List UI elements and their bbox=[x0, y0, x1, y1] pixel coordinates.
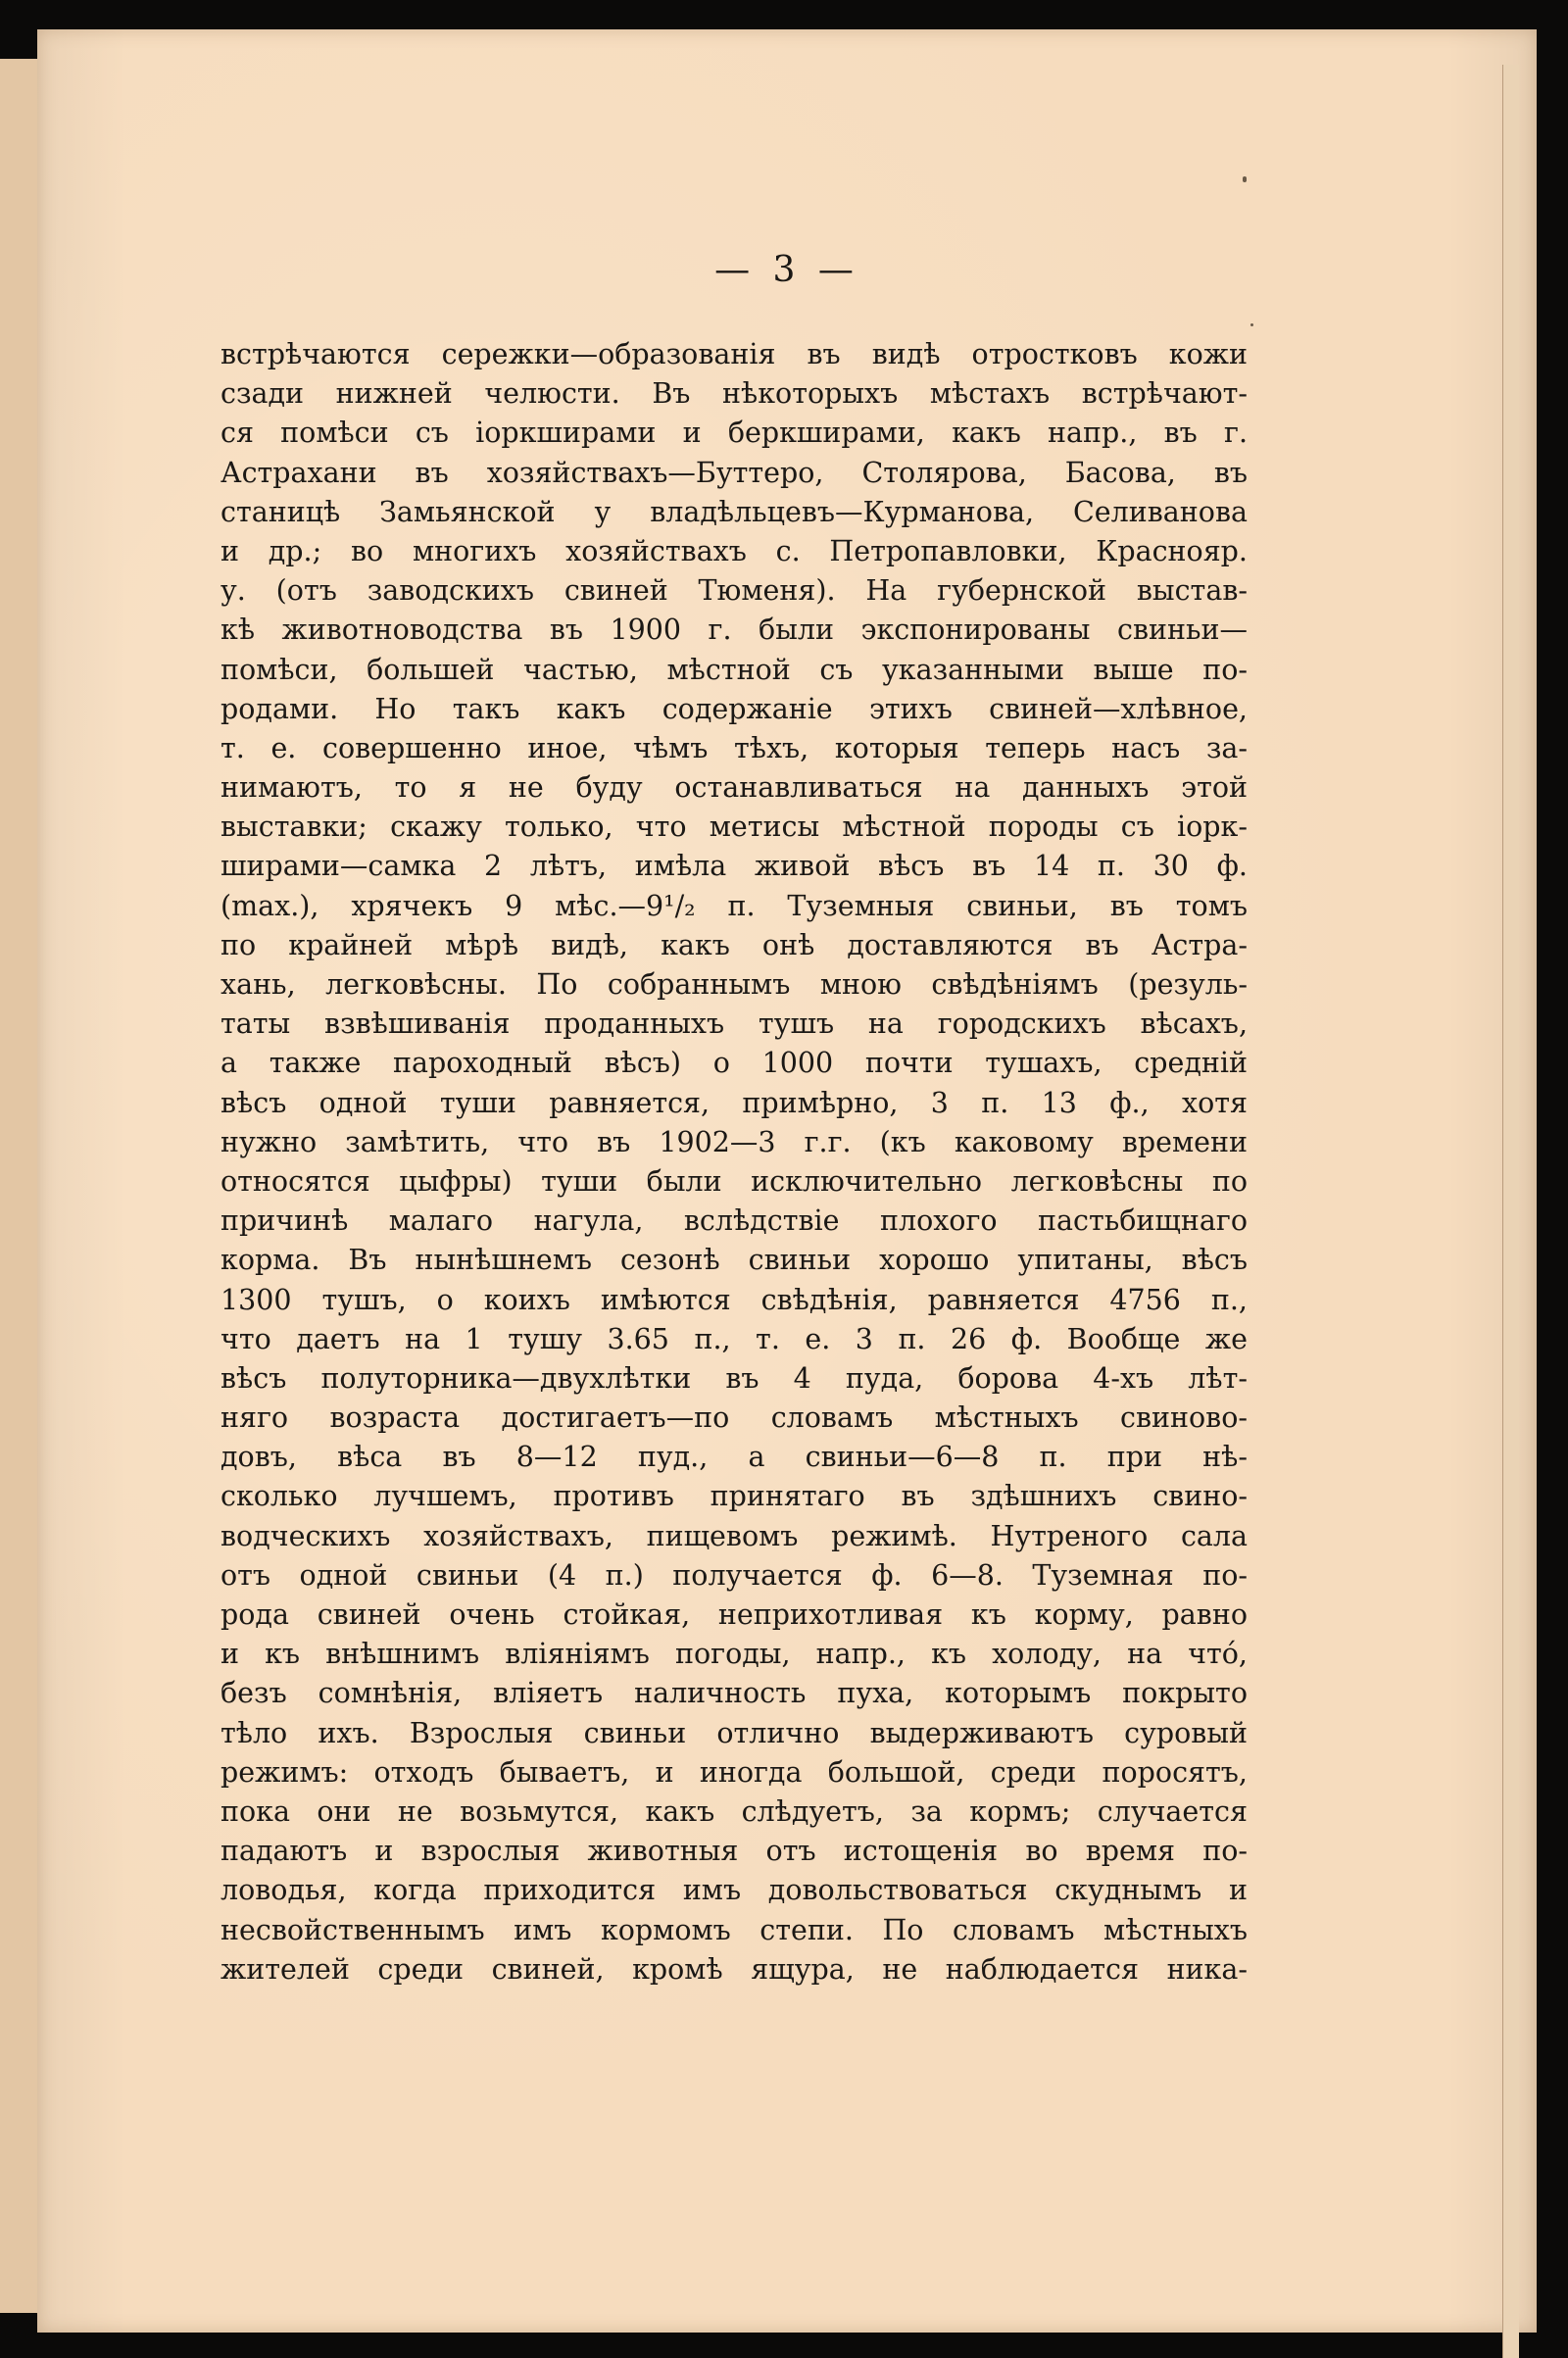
text-line: ся помѣси съ іоркширами и беркширами, какъ напр., въ г. bbox=[220, 417, 1248, 450]
text-line: т. е. совершенно иное, чѣмъ тѣхъ, которыя теперь насъ за- bbox=[220, 731, 1248, 764]
text-line: безъ сомнѣнія, вліяетъ наличность пуха, которымъ покрыто bbox=[220, 1677, 1248, 1710]
text-line: сколько лучшемъ, противъ принятаго въ здѣшнихъ свино- bbox=[220, 1480, 1248, 1513]
paper-speck bbox=[1250, 323, 1253, 326]
text-line: жителей среди свиней, кромѣ ящура, не наблюдается ника- bbox=[220, 1952, 1248, 1986]
text-line: станицѣ Замьянской у владѣльцевъ—Курманова, Селиванова bbox=[220, 495, 1248, 528]
text-line: причинѣ малаго нагула, вслѣдствіе плохого пастьбищнаго bbox=[220, 1204, 1248, 1238]
text-line: падаютъ и взрослыя животныя отъ истощенія во время по- bbox=[220, 1835, 1248, 1868]
text-line: корма. Въ нынѣшнемъ сезонѣ свиньи хорошо упитаны, вѣсъ bbox=[220, 1244, 1248, 1277]
body-text bbox=[220, 335, 1248, 1990]
text-line: у. (отъ заводскихъ свиней Тюменя). На губернской выстав- bbox=[220, 574, 1248, 608]
text-line: водческихъ хозяйствахъ, пищевомъ режимѣ. Нутреного сала bbox=[220, 1519, 1248, 1552]
text-line: таты взвѣшиванія проданныхъ тушъ на городскихъ вѣсахъ, bbox=[220, 1007, 1248, 1041]
text-line: Астрахани въ хозяйствахъ—Буттеро, Столярова, Басова, въ bbox=[220, 456, 1248, 489]
text-line: вѣсъ полуторника—двухлѣтки въ 4 пуда, борова 4-хъ лѣт- bbox=[220, 1361, 1248, 1395]
page-number: — 3 — bbox=[714, 250, 859, 290]
text-line: тѣло ихъ. Взрослыя свиньи отлично выдерживаютъ суровый bbox=[220, 1716, 1248, 1749]
text-line: относятся цыфры) туши были исключительно легковѣсны по bbox=[220, 1164, 1248, 1198]
text-line: рода свиней очень стойкая, неприхотливая къ корму, равно bbox=[220, 1598, 1248, 1631]
text-line: хань, легковѣсны. По собраннымъ мною свѣдѣніямъ (резуль- bbox=[220, 968, 1248, 1001]
text-line: сзади нижней челюсти. Въ нѣкоторыхъ мѣстахъ встрѣчают- bbox=[220, 377, 1248, 411]
text-line: 1300 тушъ, о коихъ имѣются свѣдѣнія, равняется 4756 п., bbox=[220, 1283, 1248, 1316]
text-line: ловодья, когда приходится имъ довольствоваться скуднымъ и bbox=[220, 1874, 1248, 1907]
text-line: встрѣчаются сережки—образованія въ видѣ отростковъ кожи bbox=[220, 338, 1248, 370]
text-line: несвойственнымъ имъ кормомъ степи. По словамъ мѣстныхъ bbox=[220, 1913, 1248, 1946]
text-line: режимъ: отходъ бываетъ, и иногда большой, среди поросятъ, bbox=[220, 1755, 1248, 1789]
text-line: кѣ животноводства въ 1900 г. были экспонированы свиньи— bbox=[220, 614, 1248, 647]
text-line: по крайней мѣрѣ видѣ, какъ онѣ доставляются въ Астра- bbox=[220, 928, 1248, 961]
text-line: что даетъ на 1 тушу 3.65 п., т. е. 3 п. 26 ф. Вообще же bbox=[220, 1322, 1248, 1355]
text-line: отъ одной свиньи (4 п.) получается ф. 6—8. Туземная по- bbox=[220, 1558, 1248, 1592]
text-line: ширами—самка 2 лѣтъ, имѣла живой вѣсъ въ 14 п. 30 ф. bbox=[220, 850, 1248, 883]
text-line: выставки; скажу только, что метисы мѣстной породы съ іорк- bbox=[220, 811, 1248, 844]
book-page bbox=[37, 29, 1537, 2333]
adjacent-page-edge bbox=[0, 59, 41, 2313]
text-line: (max.), хрячекъ 9 мѣс.—9¹/₂ п. Туземныя свиньи, въ томъ bbox=[220, 889, 1248, 922]
text-line: довъ, вѣса въ 8—12 пуд., а свиньи—6—8 п. при нѣ- bbox=[220, 1441, 1248, 1474]
text-line: нужно замѣтить, что въ 1902—3 г.г. (къ каковому времени bbox=[220, 1125, 1248, 1158]
text-line: а также пароходный вѣсъ) о 1000 почти тушахъ, средній bbox=[220, 1047, 1248, 1080]
text-line: няго возраста достигаетъ—по словамъ мѣстныхъ свиново- bbox=[220, 1401, 1248, 1435]
text-line: вѣсъ одной туши равняется, примѣрно, 3 п. 13 ф., хотя bbox=[220, 1086, 1248, 1119]
text-line: помѣси, большей частью, мѣстной съ указанными выше по- bbox=[220, 653, 1248, 686]
text-line: пока они не возьмутся, какъ слѣдуетъ, за кормъ; случается bbox=[220, 1794, 1248, 1828]
text-line: и др.; во многихъ хозяйствахъ с. Петропавловки, Краснояр. bbox=[220, 534, 1248, 567]
text-line: нимаютъ, то я не буду останавливаться на данныхъ этой bbox=[220, 771, 1248, 805]
text-line: и къ внѣшнимъ вліяніямъ погоды, напр., къ холоду, на что́, bbox=[220, 1638, 1248, 1671]
paper-speck bbox=[1243, 176, 1247, 182]
text-line: родами. Но такъ какъ содержаніе этихъ свиней—хлѣвное, bbox=[220, 692, 1248, 725]
page-stack-edge bbox=[1502, 65, 1519, 2358]
